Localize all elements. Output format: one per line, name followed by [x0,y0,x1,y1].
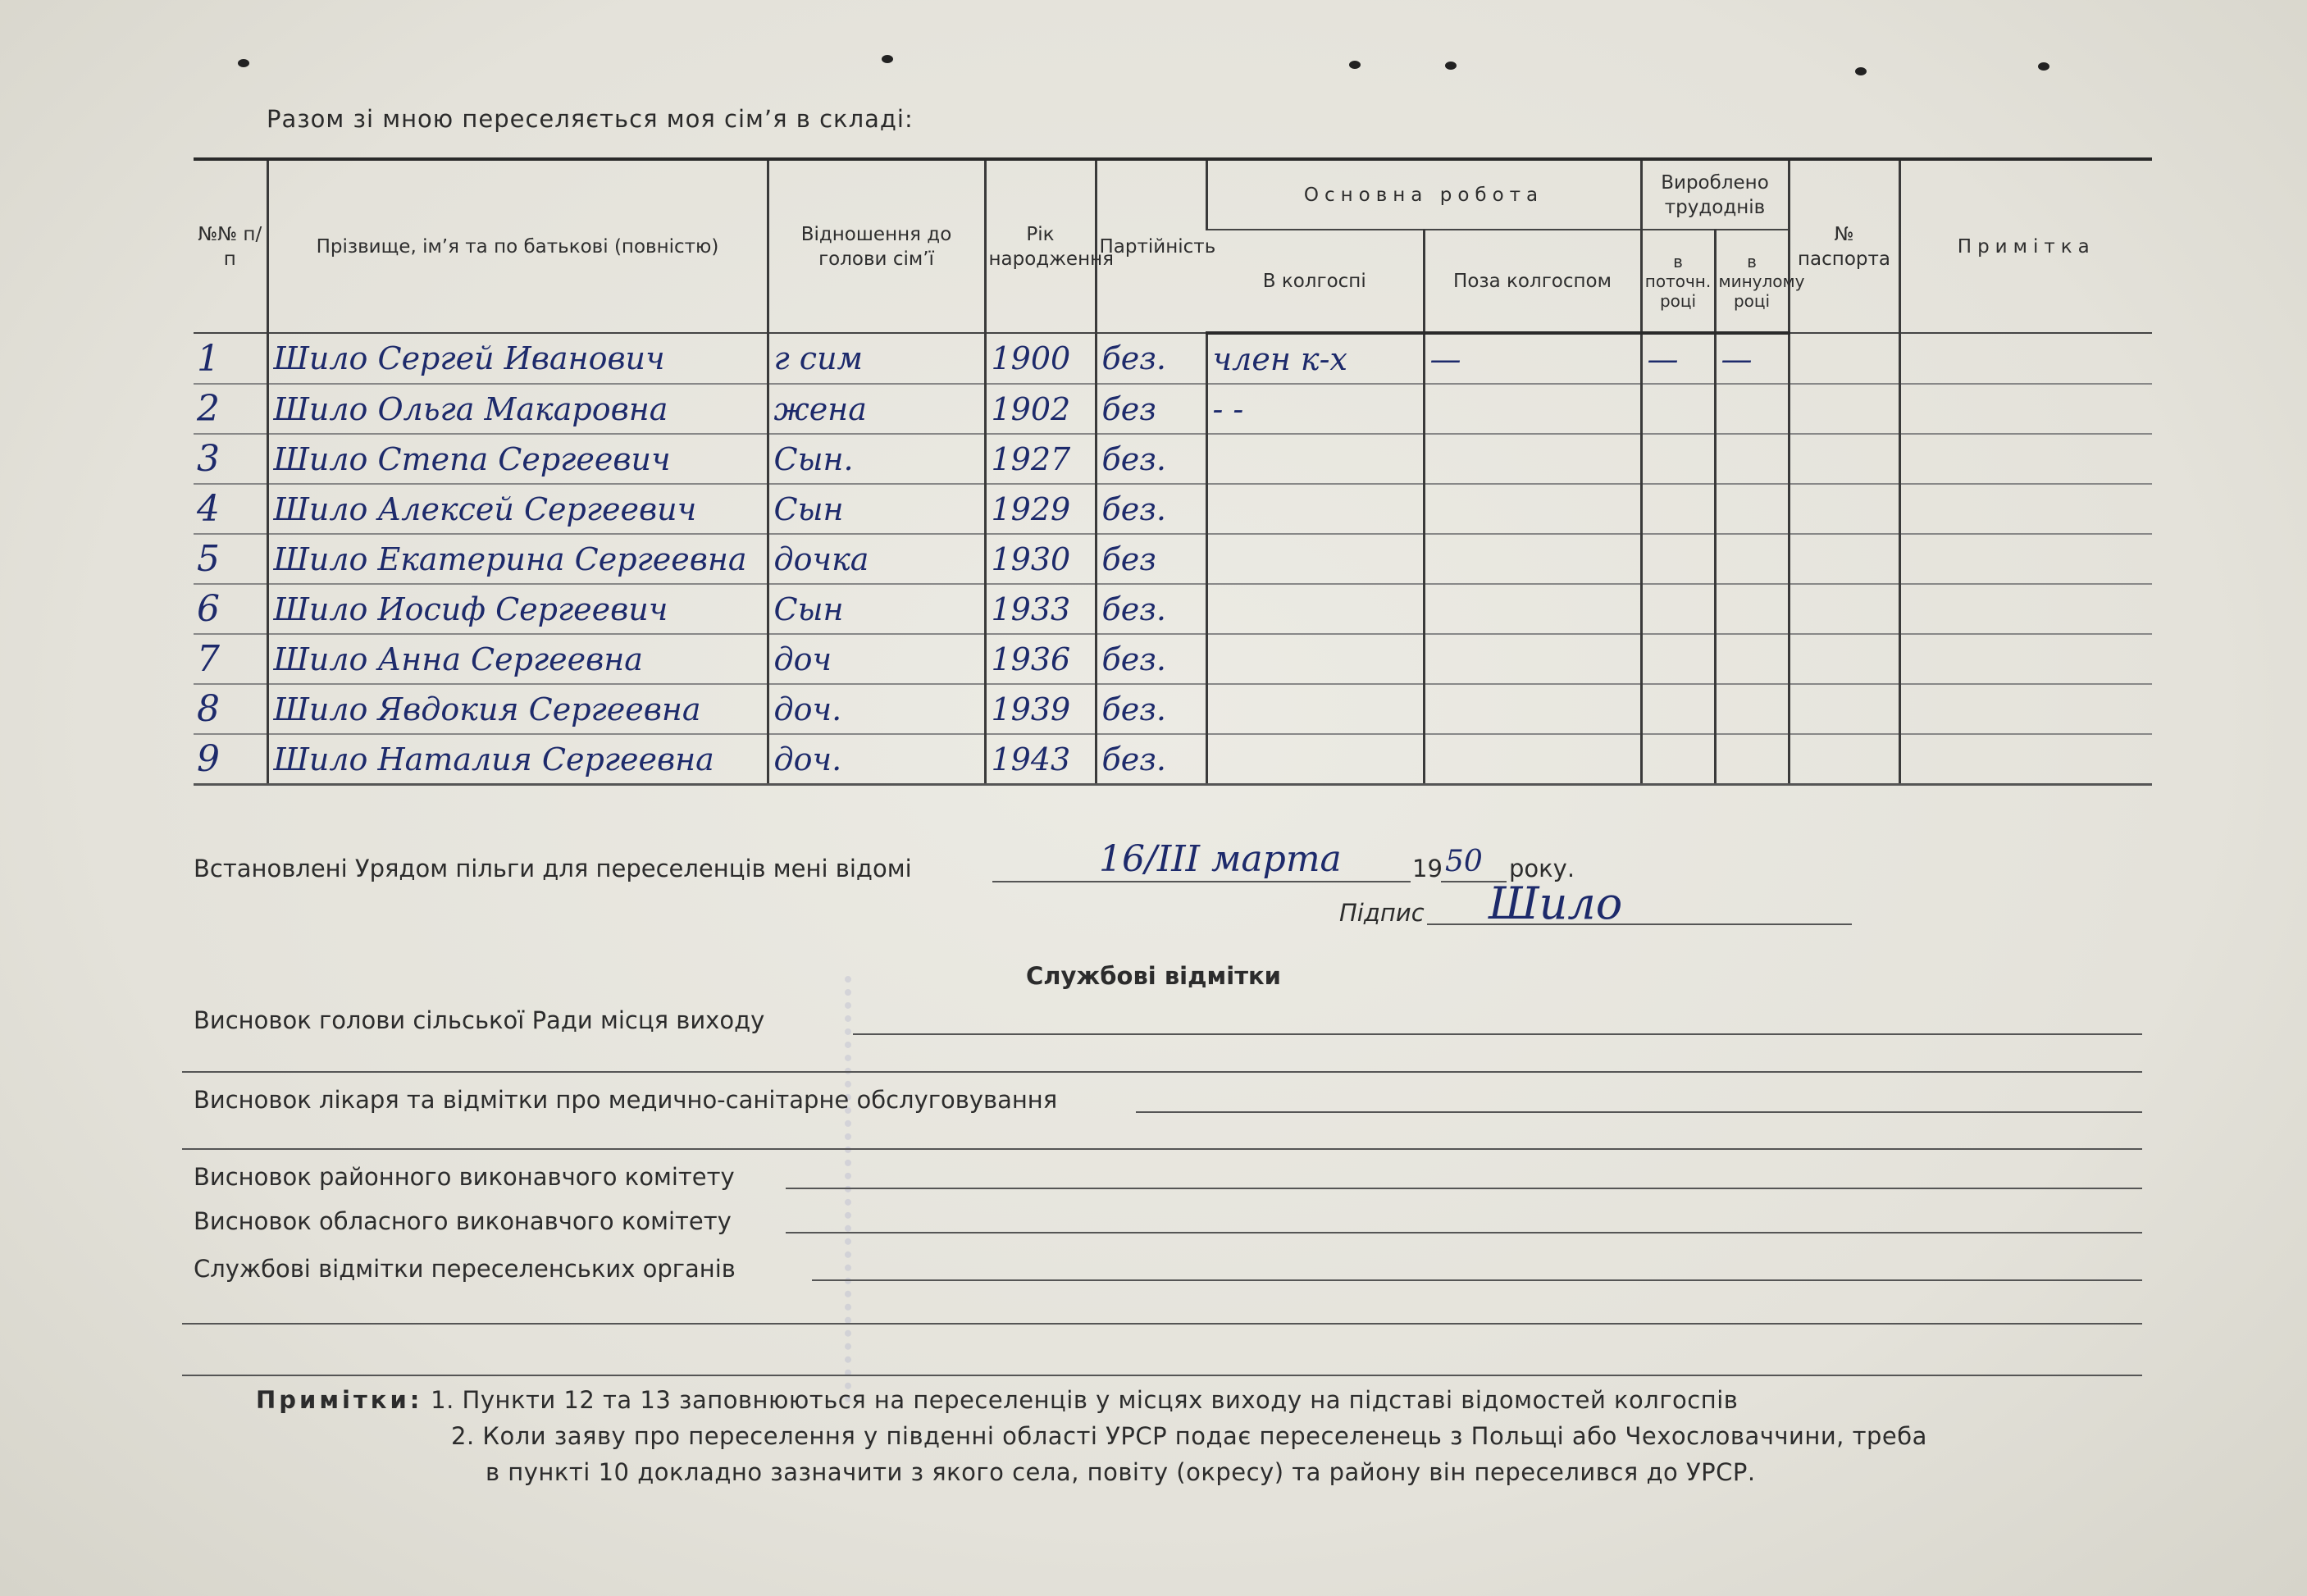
cell-note [1899,534,2152,584]
cell-tr-past [1715,734,1789,785]
conclusion-village-label: Висновок голови сільської Ради місця виходу [194,1006,765,1034]
cell-passport [1789,333,1899,384]
col-header-tr-past: в минулому році [1715,230,1789,333]
resettlement-marks-line [812,1279,2142,1281]
col-header-tr-current: в поточн. році [1641,230,1715,333]
table-row [194,684,2152,734]
cell-note [1899,584,2152,634]
cell-num: 1 [194,333,267,384]
table-row [194,484,2152,534]
cell-num: 7 [194,634,267,684]
benefits-date: 16/III марта [1099,838,1342,880]
cell-year: 1939 [985,684,1096,734]
conclusion-doctor-line [1136,1111,2142,1113]
punch-hole [1445,62,1457,70]
blank-line [182,1071,2142,1073]
cell-relation: г сим [768,333,985,384]
cell-relation: жена [768,384,985,434]
cell-num: 3 [194,434,267,484]
signature: Шило [1489,878,1623,929]
benefits-label: Встановлені Урядом пільги для переселенців мені відомі [194,855,912,882]
cell-kolgosp [1206,684,1424,734]
benefits-date-line [992,881,1411,882]
punch-hole [882,55,893,63]
cell-year: 1930 [985,534,1096,584]
cell-kolgosp: член к-х [1206,333,1424,384]
col-header-work-outside: Поза колгоспом [1424,230,1641,333]
col-header-work-kolgosp: В колгоспі [1206,230,1424,333]
cell-outside: — [1424,333,1641,384]
cell-name: Шило Иосиф Сергеевич [267,584,768,634]
benefits-year: 50 [1445,845,1483,878]
table-row [194,384,2152,434]
cell-num: 6 [194,584,267,634]
cell-num: 2 [194,384,267,434]
family-table [194,157,2152,786]
cell-tr-current: — [1641,333,1715,384]
cell-party: без [1096,384,1206,434]
cell-passport [1789,434,1899,484]
cell-tr-past [1715,684,1789,734]
cell-outside [1424,384,1641,434]
signature-label: Підпис [1339,899,1425,927]
cell-party: без. [1096,684,1206,734]
cell-party: без. [1096,484,1206,534]
col-header-work: Основна робота [1206,159,1641,230]
cell-kolgosp [1206,434,1424,484]
cell-kolgosp [1206,484,1424,534]
cell-tr-current [1641,634,1715,684]
cell-year: 1900 [985,333,1096,384]
benefits-year-prefix: 19 [1412,855,1443,882]
cell-note [1899,634,2152,684]
cell-name: Шило Наталия Сергеевна [267,734,768,785]
cell-tr-current [1641,684,1715,734]
cell-kolgosp [1206,734,1424,785]
cell-passport [1789,734,1899,785]
cell-tr-current [1641,534,1715,584]
cell-name: Шило Степа Сергеевич [267,434,768,484]
cell-party: без. [1096,634,1206,684]
table-row [194,333,2152,384]
cell-note [1899,434,2152,484]
cell-tr-current [1641,384,1715,434]
cell-year: 1929 [985,484,1096,534]
cell-year: 1927 [985,434,1096,484]
cell-kolgosp [1206,634,1424,684]
cell-relation: доч. [768,684,985,734]
cell-party: без [1096,534,1206,584]
cell-outside [1424,684,1641,734]
cell-tr-past [1715,634,1789,684]
punch-hole [1349,61,1361,69]
cell-year: 1933 [985,584,1096,634]
cell-name: Шило Алексей Сергеевич [267,484,768,534]
conclusion-doctor-label: Висновок лікаря та відмітки про медично-санітарне обслуговування [194,1086,1058,1114]
service-title: Службові відмітки [1025,962,1281,990]
conclusion-oblast-line [786,1232,2142,1233]
col-header-year: Рік народження [985,159,1096,333]
col-header-passport: № паспорта [1789,159,1899,333]
cell-note [1899,484,2152,534]
cell-relation: Сын [768,484,985,534]
notes-label: Примітки: [256,1386,423,1414]
cell-outside [1424,584,1641,634]
cell-passport [1789,484,1899,534]
resettlement-marks-label: Службові відмітки переселенських органів [194,1255,736,1283]
cell-name: Шило Сергей Иванович [267,333,768,384]
table-row [194,734,2152,785]
cell-relation: Сын [768,584,985,634]
cell-year: 1936 [985,634,1096,684]
cell-name: Шило Анна Сергеевна [267,634,768,684]
notes-item-2-cont: в пункті 10 докладно зазначити з якого села, повіту (окресу) та району він переселився до УРСР. [486,1458,1756,1486]
cell-tr-past [1715,584,1789,634]
cell-kolgosp: - - [1206,384,1424,434]
cell-num: 4 [194,484,267,534]
cell-tr-past [1715,384,1789,434]
cell-relation: дочка [768,534,985,584]
blank-line [182,1323,2142,1325]
col-header-party: Партійність [1096,159,1206,333]
cell-outside [1424,484,1641,534]
cell-num: 8 [194,684,267,734]
cell-name: Шило Екатерина Сергеевна [267,534,768,584]
col-header-relation: Відношення до голови сім’ї [768,159,985,333]
cell-passport [1789,634,1899,684]
cell-passport [1789,684,1899,734]
table-row [194,434,2152,484]
cell-party: без. [1096,584,1206,634]
cell-year: 1902 [985,384,1096,434]
cell-name: Шило Ольга Макаровна [267,384,768,434]
cell-year: 1943 [985,734,1096,785]
cell-outside [1424,534,1641,584]
blank-line [182,1375,2142,1376]
table-row [194,534,2152,584]
cell-tr-current [1641,734,1715,785]
col-header-name: Прізвище, ім’я та по батькові (повністю) [267,159,768,333]
cell-tr-current [1641,584,1715,634]
cell-kolgosp [1206,584,1424,634]
cell-num: 5 [194,534,267,584]
cell-relation: доч [768,634,985,684]
cell-note [1899,734,2152,785]
cell-note [1899,684,2152,734]
notes-item-2: 2. Коли заяву про переселення у південні області УРСР подає переселенець з Польщі або Чехословаччини, треба [451,1422,1927,1450]
cell-num: 9 [194,734,267,785]
cell-tr-past [1715,534,1789,584]
cell-tr-past: — [1715,333,1789,384]
intro-text: Разом зі мною переселяється моя сім’я в складі: [267,105,914,133]
cell-party: без. [1096,333,1206,384]
cell-outside [1424,734,1641,785]
cell-tr-past [1715,434,1789,484]
col-header-note: Примітка [1899,159,2152,333]
cell-note [1899,333,2152,384]
cell-tr-past [1715,484,1789,534]
cell-name: Шило Явдокия Сергеевна [267,684,768,734]
cell-kolgosp [1206,534,1424,584]
cell-tr-current [1641,484,1715,534]
cell-note [1899,384,2152,434]
cell-party: без. [1096,434,1206,484]
blank-line [182,1148,2142,1150]
cell-passport [1789,584,1899,634]
notes-item-1: Примітки: 1. Пункти 12 та 13 заповнюються на переселенців у місцях виходу на підставі відомостей колгоспів [256,1386,1739,1414]
punch-hole [1855,67,1867,75]
table-row [194,584,2152,634]
cell-outside [1424,634,1641,684]
cell-tr-current [1641,434,1715,484]
conclusion-village-line [853,1033,2142,1035]
col-header-num: №№ п/п [194,159,267,333]
cell-outside [1424,434,1641,484]
conclusion-district-label: Висновок районного виконавчого комітету [194,1163,735,1191]
cell-passport [1789,534,1899,584]
conclusion-oblast-label: Висновок обласного виконавчого комітету [194,1207,732,1235]
faded-stamp-mark [845,976,991,1402]
cell-party: без. [1096,734,1206,785]
benefits-year-suffix: року. [1509,855,1575,882]
col-header-trudodni: Вироблено трудоднів [1641,159,1789,230]
cell-relation: доч. [768,734,985,785]
punch-hole [238,59,249,67]
punch-hole [2038,62,2049,71]
conclusion-district-line [786,1188,2142,1189]
cell-passport [1789,384,1899,434]
table-row [194,634,2152,684]
cell-relation: Сын. [768,434,985,484]
